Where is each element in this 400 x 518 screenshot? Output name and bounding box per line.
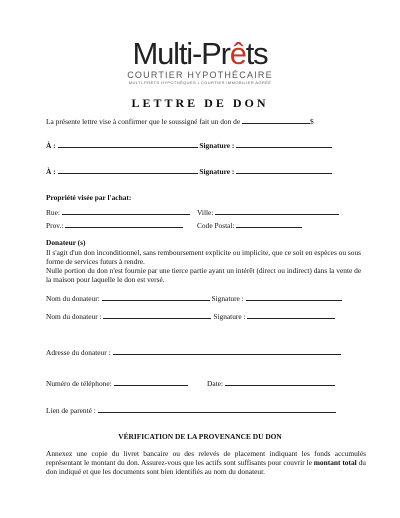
donors-heading: Donateur (s)	[46, 238, 86, 247]
donor-relation-field[interactable]	[98, 405, 336, 413]
donor-row-1	[46, 293, 342, 303]
donor-relation-row	[46, 405, 336, 415]
postal-code-field[interactable]	[236, 220, 302, 228]
intro-line	[46, 116, 314, 126]
intro-text: La présente lettre vise à confirmer que le soussigné fait un don de	[46, 117, 241, 126]
donor-phone-label: Numéro de téléphone:	[46, 379, 112, 388]
donor-address-row	[46, 347, 341, 357]
donor-name-label: Nom du donateur :	[46, 312, 102, 321]
donor-phone-row	[46, 378, 188, 388]
verification-text-bold: montant total	[313, 458, 357, 468]
recipient-signature-label: Signature :	[199, 167, 235, 176]
verification-text-after: du don indiqué et que les documents sont bien identifiés au nom du donateur.	[46, 458, 366, 477]
donor-name-field[interactable]	[103, 311, 211, 319]
postal-code-label: Code Postal:	[197, 221, 235, 230]
recipient-row-1	[46, 140, 332, 150]
donor-signature-field[interactable]	[247, 311, 335, 319]
recipient-signature-field[interactable]	[236, 140, 332, 148]
donor-phone-field[interactable]	[114, 378, 188, 386]
company-logo	[0, 38, 400, 85]
donor-date-row	[207, 378, 335, 388]
donors-paragraph-2: Nulle portion du don n'est fournie par une tierce partie ayant un intérêt (direct ou indirect) dans la vente de la maison pour laquelle le don est versé.	[46, 266, 362, 285]
street-label: Rue:	[46, 208, 60, 217]
donor-date-field[interactable]	[225, 378, 335, 386]
property-street-row	[46, 207, 190, 217]
recipient-a-label: À :	[46, 167, 56, 176]
currency-symbol: $	[310, 117, 314, 126]
donor-signature-label: Signature :	[213, 312, 246, 321]
donor-relation-label: Lien de parenté :	[46, 406, 96, 415]
property-city-row	[197, 207, 339, 217]
city-field[interactable]	[215, 207, 339, 215]
property-heading: Propriété visée par l'achat:	[46, 193, 132, 202]
property-province-row	[46, 220, 183, 230]
donor-name-field[interactable]	[102, 293, 210, 301]
recipient-signature-field[interactable]	[236, 166, 332, 174]
donor-date-label: Date:	[207, 379, 224, 388]
province-label: Prov.:	[46, 221, 64, 230]
verification-text-before: Annexez une copie du livret bancaire ou des relevés de placement indiquant les fonds accumulés représentant le montant du don. Assurez-vous que les actifs sont suffisants pour couvrir le	[46, 449, 366, 468]
logo-tagline: MULTI-PRÊTS HYPOTHÈQUES • COURTIER IMMOBILIER AGRÉÉ	[128, 80, 272, 85]
donor-signature-field[interactable]	[246, 293, 342, 301]
donor-name-label: Nom du donateur:	[46, 294, 100, 303]
donor-row-2	[46, 311, 335, 321]
property-postal-row	[197, 220, 302, 230]
logo-name-part1: Multi-Pr	[132, 36, 230, 71]
logo-name	[0, 38, 400, 69]
verification-heading: VÉRIFICATION DE LA PROVENANCE DU DON	[118, 432, 282, 441]
recipient-row-2	[46, 166, 332, 176]
logo-name-part2: ts	[245, 36, 268, 71]
recipient-name-field[interactable]	[58, 166, 198, 174]
donation-amount-field[interactable]	[242, 116, 310, 124]
recipient-name-field[interactable]	[58, 140, 198, 148]
donor-address-label: Adresse du donateur :	[46, 348, 111, 357]
province-field[interactable]	[65, 220, 183, 228]
page-title: LETTRE DE DON	[131, 96, 269, 110]
street-field[interactable]	[62, 207, 190, 215]
logo-subtitle: COURTIER HYPOTHÉCAIRE	[127, 70, 273, 80]
donor-signature-label: Signature :	[211, 294, 244, 303]
city-label: Ville:	[197, 208, 214, 217]
logo-name-accent: ê	[229, 36, 246, 71]
donors-paragraph-1: Il s'agit d'un don inconditionnel, sans remboursement explicite ou implicite, que ce soit en espèces ou sous forme de services futurs à rendre.	[46, 248, 362, 267]
recipient-a-label: À :	[46, 141, 56, 150]
verification-paragraph	[46, 449, 366, 477]
recipient-signature-label: Signature :	[199, 141, 235, 150]
donor-address-field[interactable]	[113, 347, 341, 355]
